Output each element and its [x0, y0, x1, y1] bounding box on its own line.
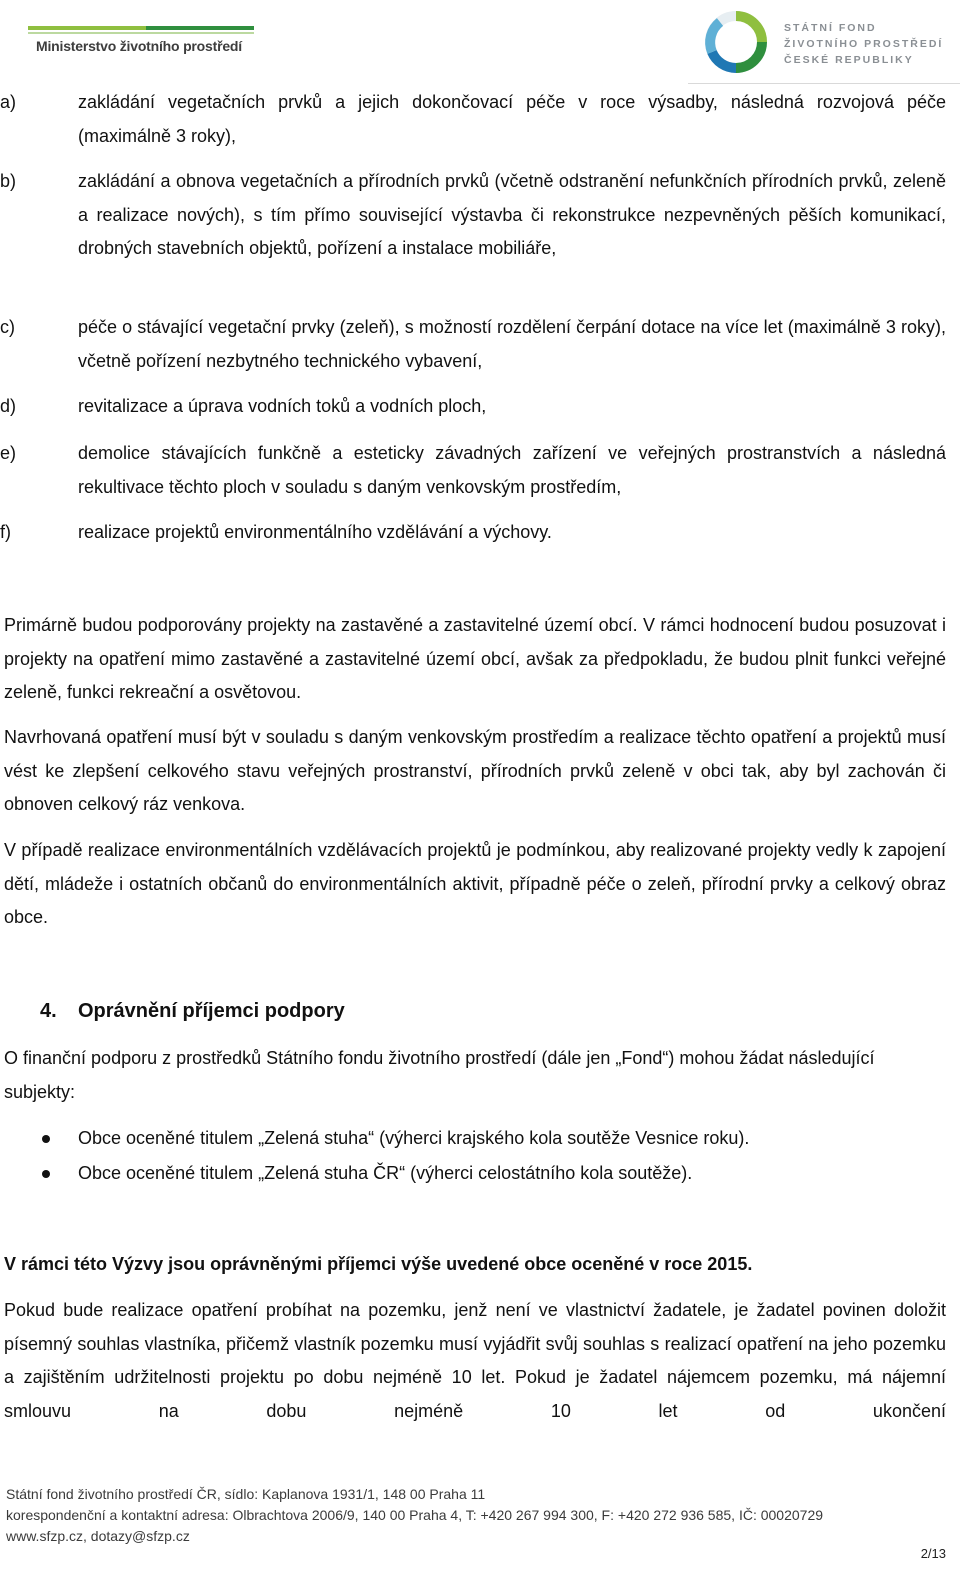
section-intro: O finanční podporu z prostředků Státního fondu životního prostředí (dále jen „Fond“) mohou žádat následující subjekty: [4, 1048, 875, 1102]
mzp-logo-bars-icon [28, 26, 254, 36]
mzp-logo-text: Ministerstvo životního prostředí [36, 38, 242, 54]
list-item-f [0, 516, 946, 550]
eligible-recipients-note: V rámci této Výzvy jsou oprávněnými příjemci výše uvedené obce oceněné v roce 2015. [4, 1254, 753, 1274]
list-marker: c) [0, 317, 15, 337]
bullet-text: Obce oceněné titulem „Zelená stuha ČR“ (výherci celostátního kola soutěže). [78, 1163, 693, 1183]
list-item-text: zakládání a obnova vegetačních a přírodních prvků (včetně odstranění nefunkčních přírodních prvků, zeleně a realizace nových), s tím přímo související výstavba či rekonstrukce nezpevněných pěších komunikací, drobných stavebních objektů, pořízení a instalace mobiliáře, [78, 171, 946, 258]
list-item-text: zakládání vegetačních prvků a jejich dokončovací péče v roce výsadby, následná rozvojová péče (maximálně 3 roky), [78, 92, 946, 146]
bullet-text: Obce oceněné titulem „Zelená stuha“ (výherci krajského kola soutěže Vesnice roku). [78, 1128, 750, 1148]
sfzp-emblem-icon [700, 6, 772, 78]
sfzp-logo [700, 6, 950, 78]
section-heading [40, 994, 345, 1028]
footer-line-web: www.sfzp.cz, dotazy@sfzp.cz [6, 1528, 190, 1544]
list-item-text: revitalizace a úprava vodních toků a vodních ploch, [78, 396, 487, 416]
list-marker: e) [0, 443, 17, 463]
list-marker: f) [0, 522, 11, 542]
mzp-logo [24, 20, 264, 60]
bullet-item [40, 1122, 946, 1156]
list-item-c [0, 311, 946, 378]
list-marker: d) [0, 396, 17, 416]
section-title: Oprávnění příjemci podpory [78, 1000, 345, 1022]
bullet-icon [42, 1170, 50, 1178]
list-item-a [0, 86, 946, 153]
bullet-item [40, 1157, 946, 1191]
footer-line-contact: korespondenční a kontaktní adresa: Olbrachtova 2006/9, 140 00 Praha 4, T: +420 267 994 300, F: +420 272 936 585, IČ: 00020729 [6, 1507, 824, 1523]
paragraph-primary-support: Primárně budou podporovány projekty na zastavěné a zastavitelné území obcí. V rámci hodnocení budou posuzovat i projekty na opatření mimo zastavěné a zastavitelné území obcí, avšak za předpokladu, že budou plnit funkci veřejné zeleně, funkci rekreační a osvětovou. [4, 615, 946, 702]
header-divider [688, 83, 960, 84]
list-item-text: demolice stávajících funkčně a esteticky závadných zařízení ve veřejných prostranstvích a následná rekultivace těchto ploch v souladu s daným venkovským prostředím, [78, 443, 946, 497]
section-number: 4. [40, 1000, 57, 1022]
paragraph-proposed-measures: Navrhovaná opatření musí být v souladu s daným venkovským prostředím a realizace těchto opatření a projektů musí vést ke zlepšení celkového stavu veřejných prostranství, přírodních prvků zeleně v obci tak, aby byl zachován či obnoven celkový ráz venkova. [4, 727, 946, 814]
list-item-b [0, 165, 946, 266]
list-item-d [0, 390, 946, 424]
sfzp-logo-line-1: STÁTNÍ FOND [784, 22, 877, 34]
list-marker: a) [0, 92, 17, 112]
list-item-text: realizace projektů environmentálního vzdělávání a výchovy. [78, 522, 552, 542]
bullet-icon [42, 1135, 50, 1143]
sfzp-logo-line-2: ŽIVOTNÍHO PROSTŘEDÍ [784, 38, 944, 50]
list-item-text: péče o stávající vegetační prvky (zeleň), s možností rozdělení čerpání dotace na více let (maximálně 3 roky), včetně pořízení nezbytného technického vybavení, [78, 317, 946, 371]
paragraph-land-ownership: Pokud bude realizace opatření probíhat na pozemku, jenž není ve vlastnictví žadatele, je žadatel povinen doložit písemný souhlas vlastníka, přičemž vlastník pozemku musí vyjádřit svůj souhlas s realizací opatření na jeho pozemku a zajištěním udržitelnosti projektu po dobu nejméně 10 let. Pokud je žadatel nájemcem pozemku, má nájemní smlouvu na dobu nejméně 10 let od ukončení [4, 1300, 946, 1421]
footer-line-seat: Státní fond životního prostředí ČR, sídlo: Kaplanova 1931/1, 148 00 Praha 11 [6, 1486, 486, 1502]
list-item-e [0, 437, 946, 504]
footer [6, 1484, 823, 1547]
page-number: 2/13 [920, 1546, 946, 1561]
list-marker: b) [0, 171, 17, 191]
paragraph-education-projects: V případě realizace environmentálních vzdělávacích projektů je podmínkou, aby realizované projekty vedly k zapojení dětí, mládeže i ostatních občanů do environmentálních aktivit, případně péče o zeleň, přírodní prvky a celkový obraz obce. [4, 840, 946, 927]
sfzp-logo-line-3: ČESKÉ REPUBLIKY [784, 54, 914, 66]
